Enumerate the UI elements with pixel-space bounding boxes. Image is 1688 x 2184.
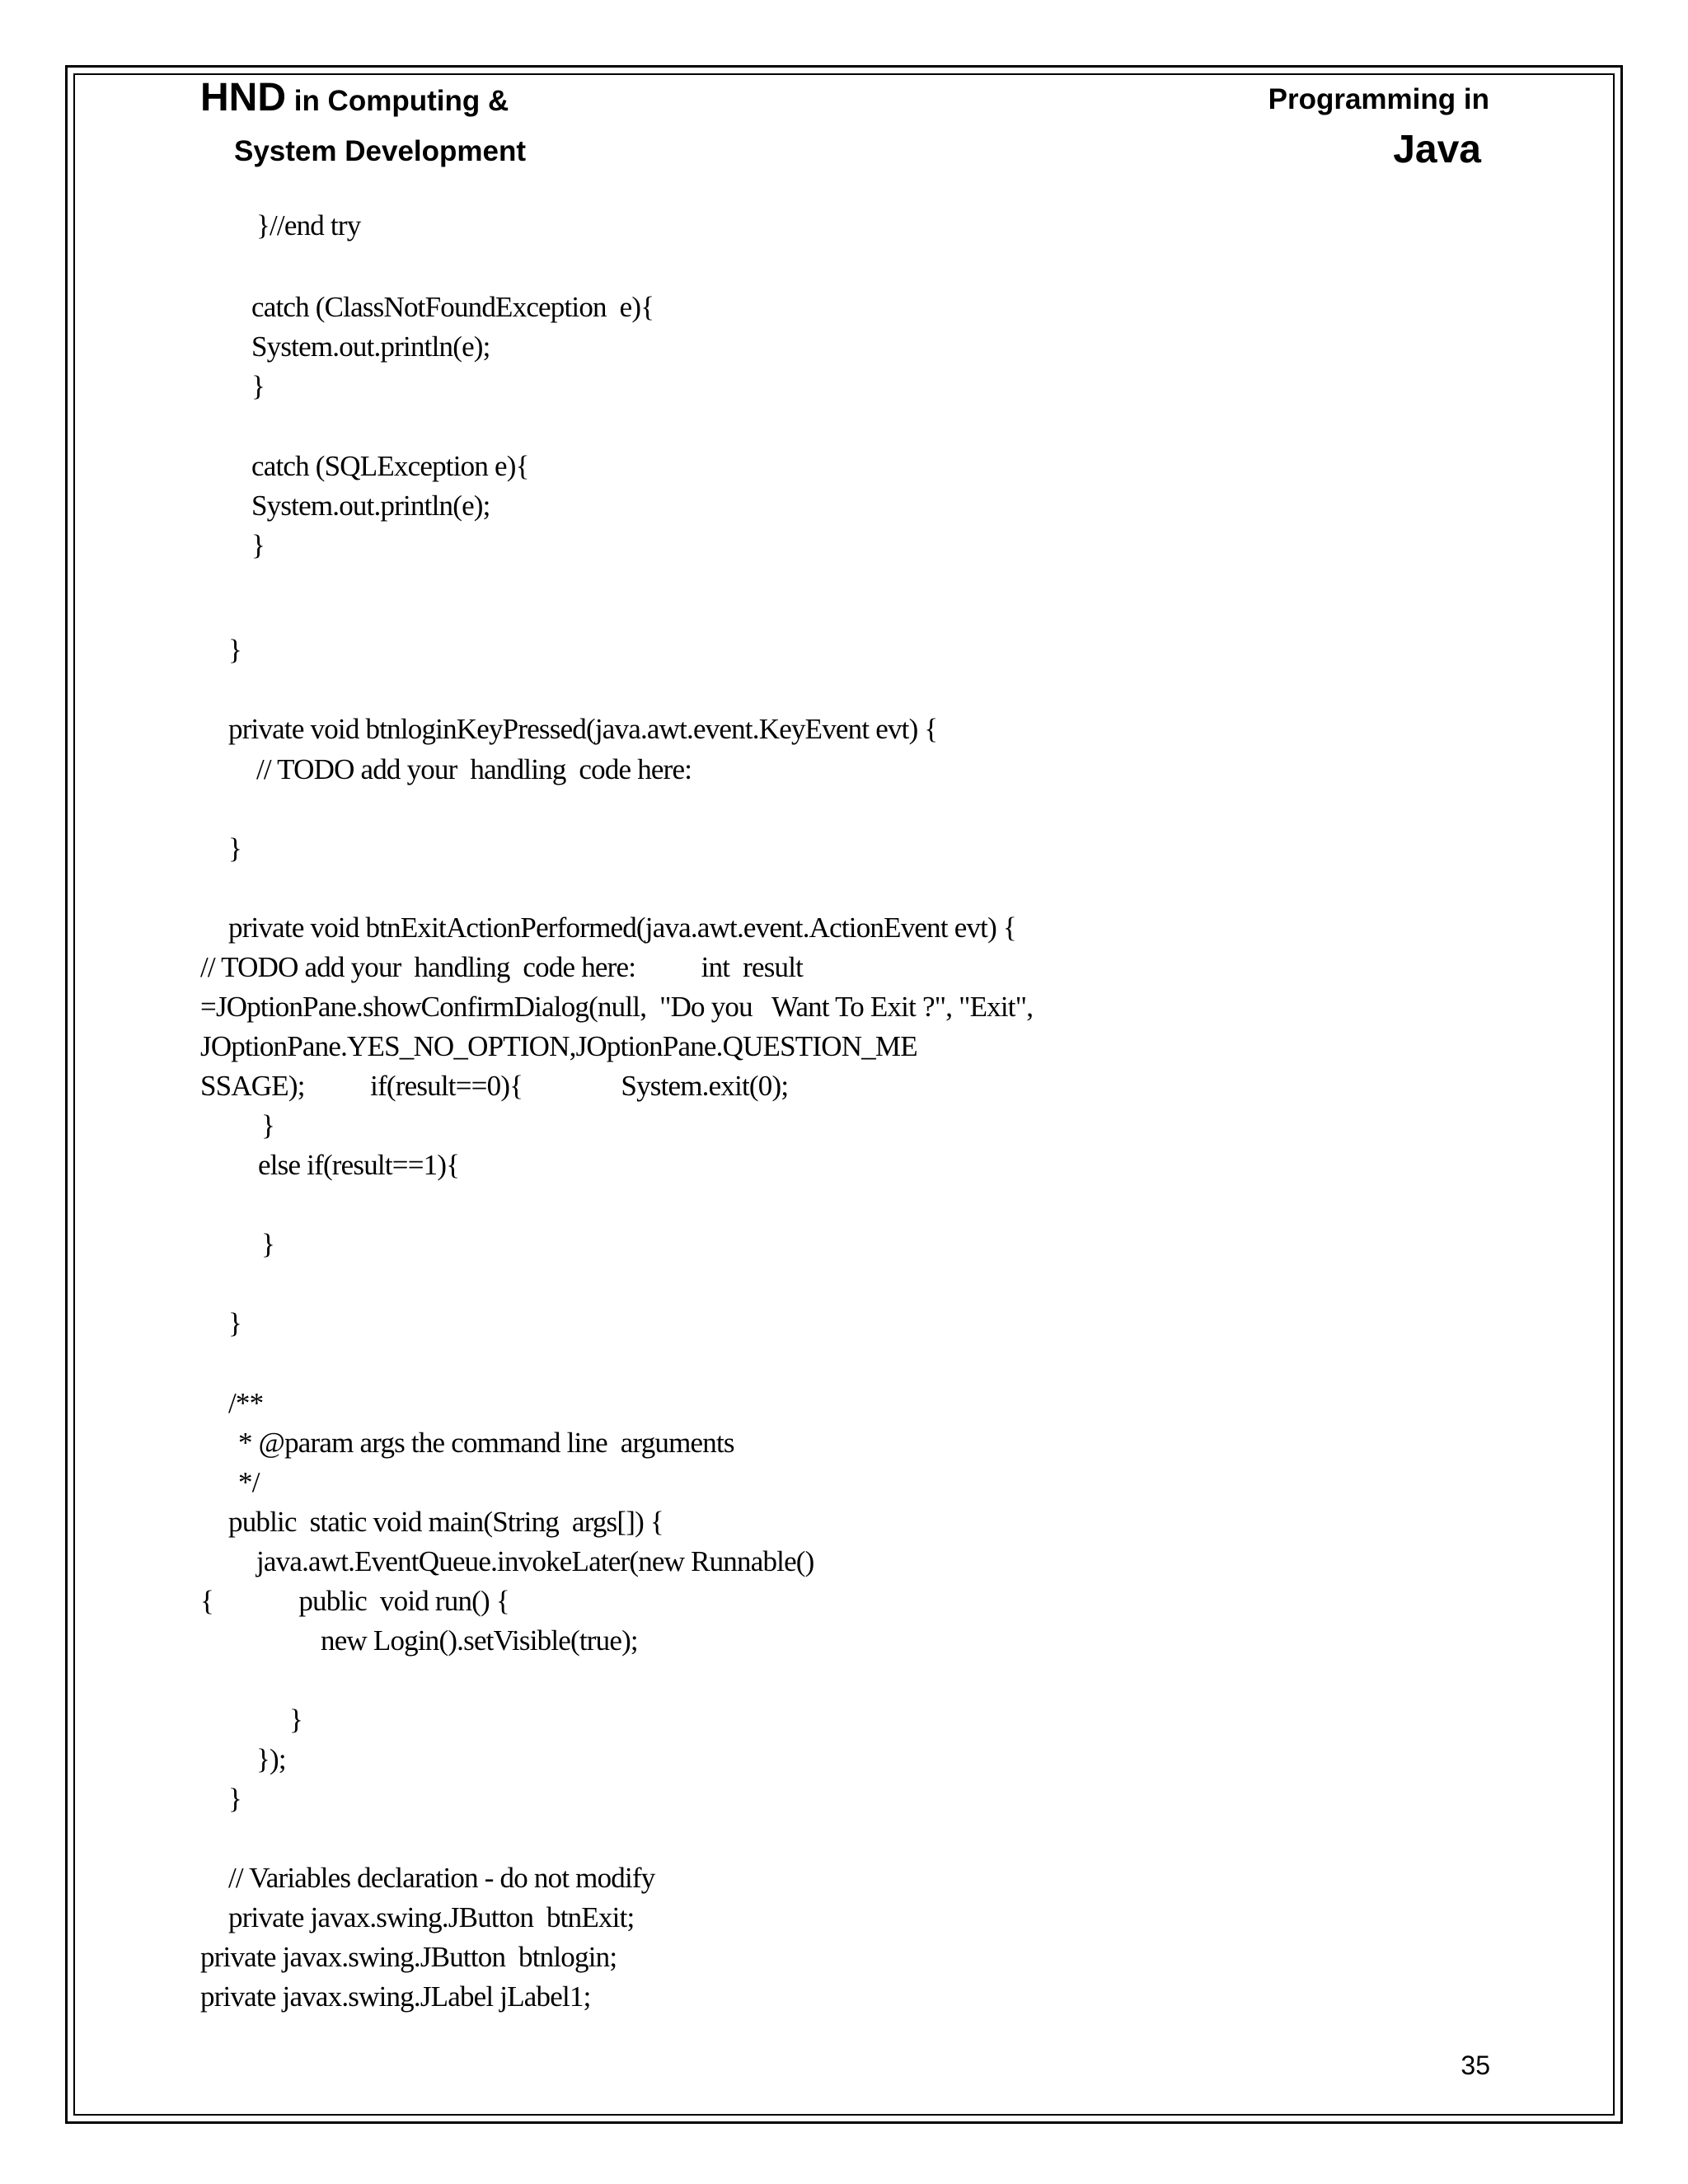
code-line: JOptionPane.YES_NO_OPTION,JOptionPane.QUESTION_ME: [200, 1030, 917, 1062]
header-in-computing: in Computing &: [286, 85, 509, 117]
code-line: SSAGE); if(result==0){ System.exit(0);: [200, 1070, 789, 1102]
code-line: new Login().setVisible(true);: [321, 1624, 638, 1657]
code-line: catch (ClassNotFoundException e){: [251, 291, 654, 323]
code-line: java.awt.EventQueue.invokeLater(new Runnable(): [256, 1545, 814, 1577]
header-hnd: HND: [200, 76, 286, 120]
code-line: // TODO add your handling code here:: [256, 753, 692, 785]
code-line: System.out.println(e);: [251, 490, 490, 522]
code-line: }: [261, 1109, 274, 1141]
code-line: catch (SQLException e){: [251, 450, 529, 482]
code-line: */: [238, 1466, 260, 1498]
code-line: }: [228, 634, 241, 666]
code-line: }: [261, 1228, 274, 1260]
code-line: private void btnloginKeyPressed(java.awt.event.KeyEvent evt) {: [228, 713, 938, 745]
code-line: // TODO add your handling code here: int result: [200, 951, 804, 983]
code-line: { public void run() {: [200, 1585, 509, 1617]
code-line: }: [228, 1307, 241, 1339]
code-line: private javax.swing.JLabel jLabel1;: [200, 1980, 591, 2013]
code-line: }: [289, 1704, 302, 1736]
code-line: }//end try: [256, 209, 361, 241]
header-system-development: System Development: [234, 135, 527, 167]
code-line: * @param args the command line arguments: [238, 1427, 734, 1459]
code-line: /**: [228, 1387, 264, 1419]
page-number: 35: [1461, 2050, 1490, 2080]
code-line: private void btnExitActionPerformed(java.awt.event.ActionEvent evt) {: [228, 912, 1016, 944]
code-line: }: [251, 370, 265, 402]
code-line: }: [251, 529, 265, 561]
code-line: =JOptionPane.showConfirmDialog(null, "Do you Want To Exit ?", "Exit",: [200, 991, 1034, 1023]
code-line: }: [228, 832, 241, 865]
header-course-title: [200, 78, 509, 118]
code-line: });: [256, 1743, 286, 1775]
code-line: // Variables declaration - do not modify: [228, 1862, 655, 1894]
code-line: private javax.swing.JButton btnlogin;: [200, 1941, 617, 1973]
code-line: private javax.swing.JButton btnExit;: [228, 1901, 635, 1933]
code-line: System.out.println(e);: [251, 330, 490, 363]
code-line: else if(result==1){: [258, 1149, 460, 1181]
header-programming-in: Programming in: [1268, 83, 1489, 115]
code-line: }: [228, 1783, 241, 1815]
code-line: public static void main(String args[]) {: [228, 1506, 663, 1538]
header-java: Java: [1393, 128, 1481, 171]
